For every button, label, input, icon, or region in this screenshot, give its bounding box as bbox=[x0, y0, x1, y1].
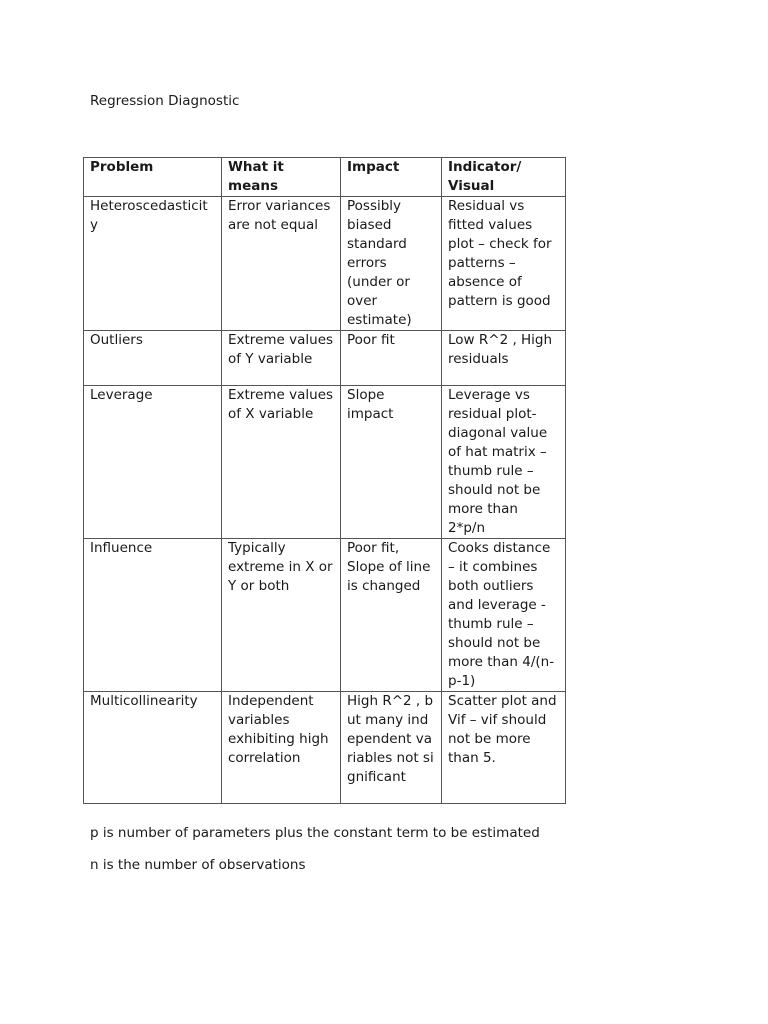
header-impact: Impact bbox=[341, 158, 442, 197]
table-cell-what-it-means: Extreme values of Y variable bbox=[222, 331, 341, 386]
table-cell-indicator: Scatter plot and Vif – vif should not be more than 5. bbox=[442, 692, 566, 804]
table-cell-indicator: Residual vs fitted values plot – check for patterns – absence of pattern is good bbox=[442, 197, 566, 331]
table-cell-problem: Influence bbox=[84, 539, 222, 692]
header-what-it-means: What it means bbox=[222, 158, 341, 197]
table-cell-problem: Heteroscedasticity bbox=[84, 197, 222, 331]
table-cell-problem: Leverage bbox=[84, 386, 222, 539]
document-title: Regression Diagnostic bbox=[90, 93, 240, 109]
table-cell-what-it-means: Independent variables exhibiting high correlation bbox=[222, 692, 341, 804]
table-row bbox=[84, 386, 566, 539]
regression-diagnostic-table bbox=[83, 157, 566, 804]
table-cell-impact: Slope impact bbox=[341, 386, 442, 539]
table-cell-what-it-means: Extreme values of X variable bbox=[222, 386, 341, 539]
table-cell-impact: Poor fit, Slope of line is changed bbox=[341, 539, 442, 692]
table-cell-impact: High R^2 , but many independent variables not significant bbox=[341, 692, 442, 804]
table-header-row bbox=[84, 158, 566, 197]
table-cell-problem: Multicollinearity bbox=[84, 692, 222, 804]
note-n-definition: n is the number of observations bbox=[90, 857, 306, 873]
header-problem: Problem bbox=[84, 158, 222, 197]
header-indicator-visual: Indicator/ Visual bbox=[442, 158, 566, 197]
table-cell-what-it-means: Error variances are not equal bbox=[222, 197, 341, 331]
table-row bbox=[84, 197, 566, 331]
table-cell-impact: Poor fit bbox=[341, 331, 442, 386]
table-row bbox=[84, 331, 566, 386]
table-row bbox=[84, 692, 566, 804]
note-p-definition: p is number of parameters plus the constant term to be estimated bbox=[90, 825, 540, 841]
table-cell-indicator: Cooks distance – it combines both outliers and leverage - thumb rule – should not be more than 4/(n-p-1) bbox=[442, 539, 566, 692]
table-cell-what-it-means: Typically extreme in X or Y or both bbox=[222, 539, 341, 692]
table-cell-indicator: Low R^2 , High residuals bbox=[442, 331, 566, 386]
table-cell-problem: Outliers bbox=[84, 331, 222, 386]
table-cell-indicator: Leverage vs residual plot- diagonal value of hat matrix – thumb rule – should not be more than 2*p/n bbox=[442, 386, 566, 539]
table-cell-impact: Possibly biased standard errors (under or over estimate) bbox=[341, 197, 442, 331]
table-row bbox=[84, 539, 566, 692]
